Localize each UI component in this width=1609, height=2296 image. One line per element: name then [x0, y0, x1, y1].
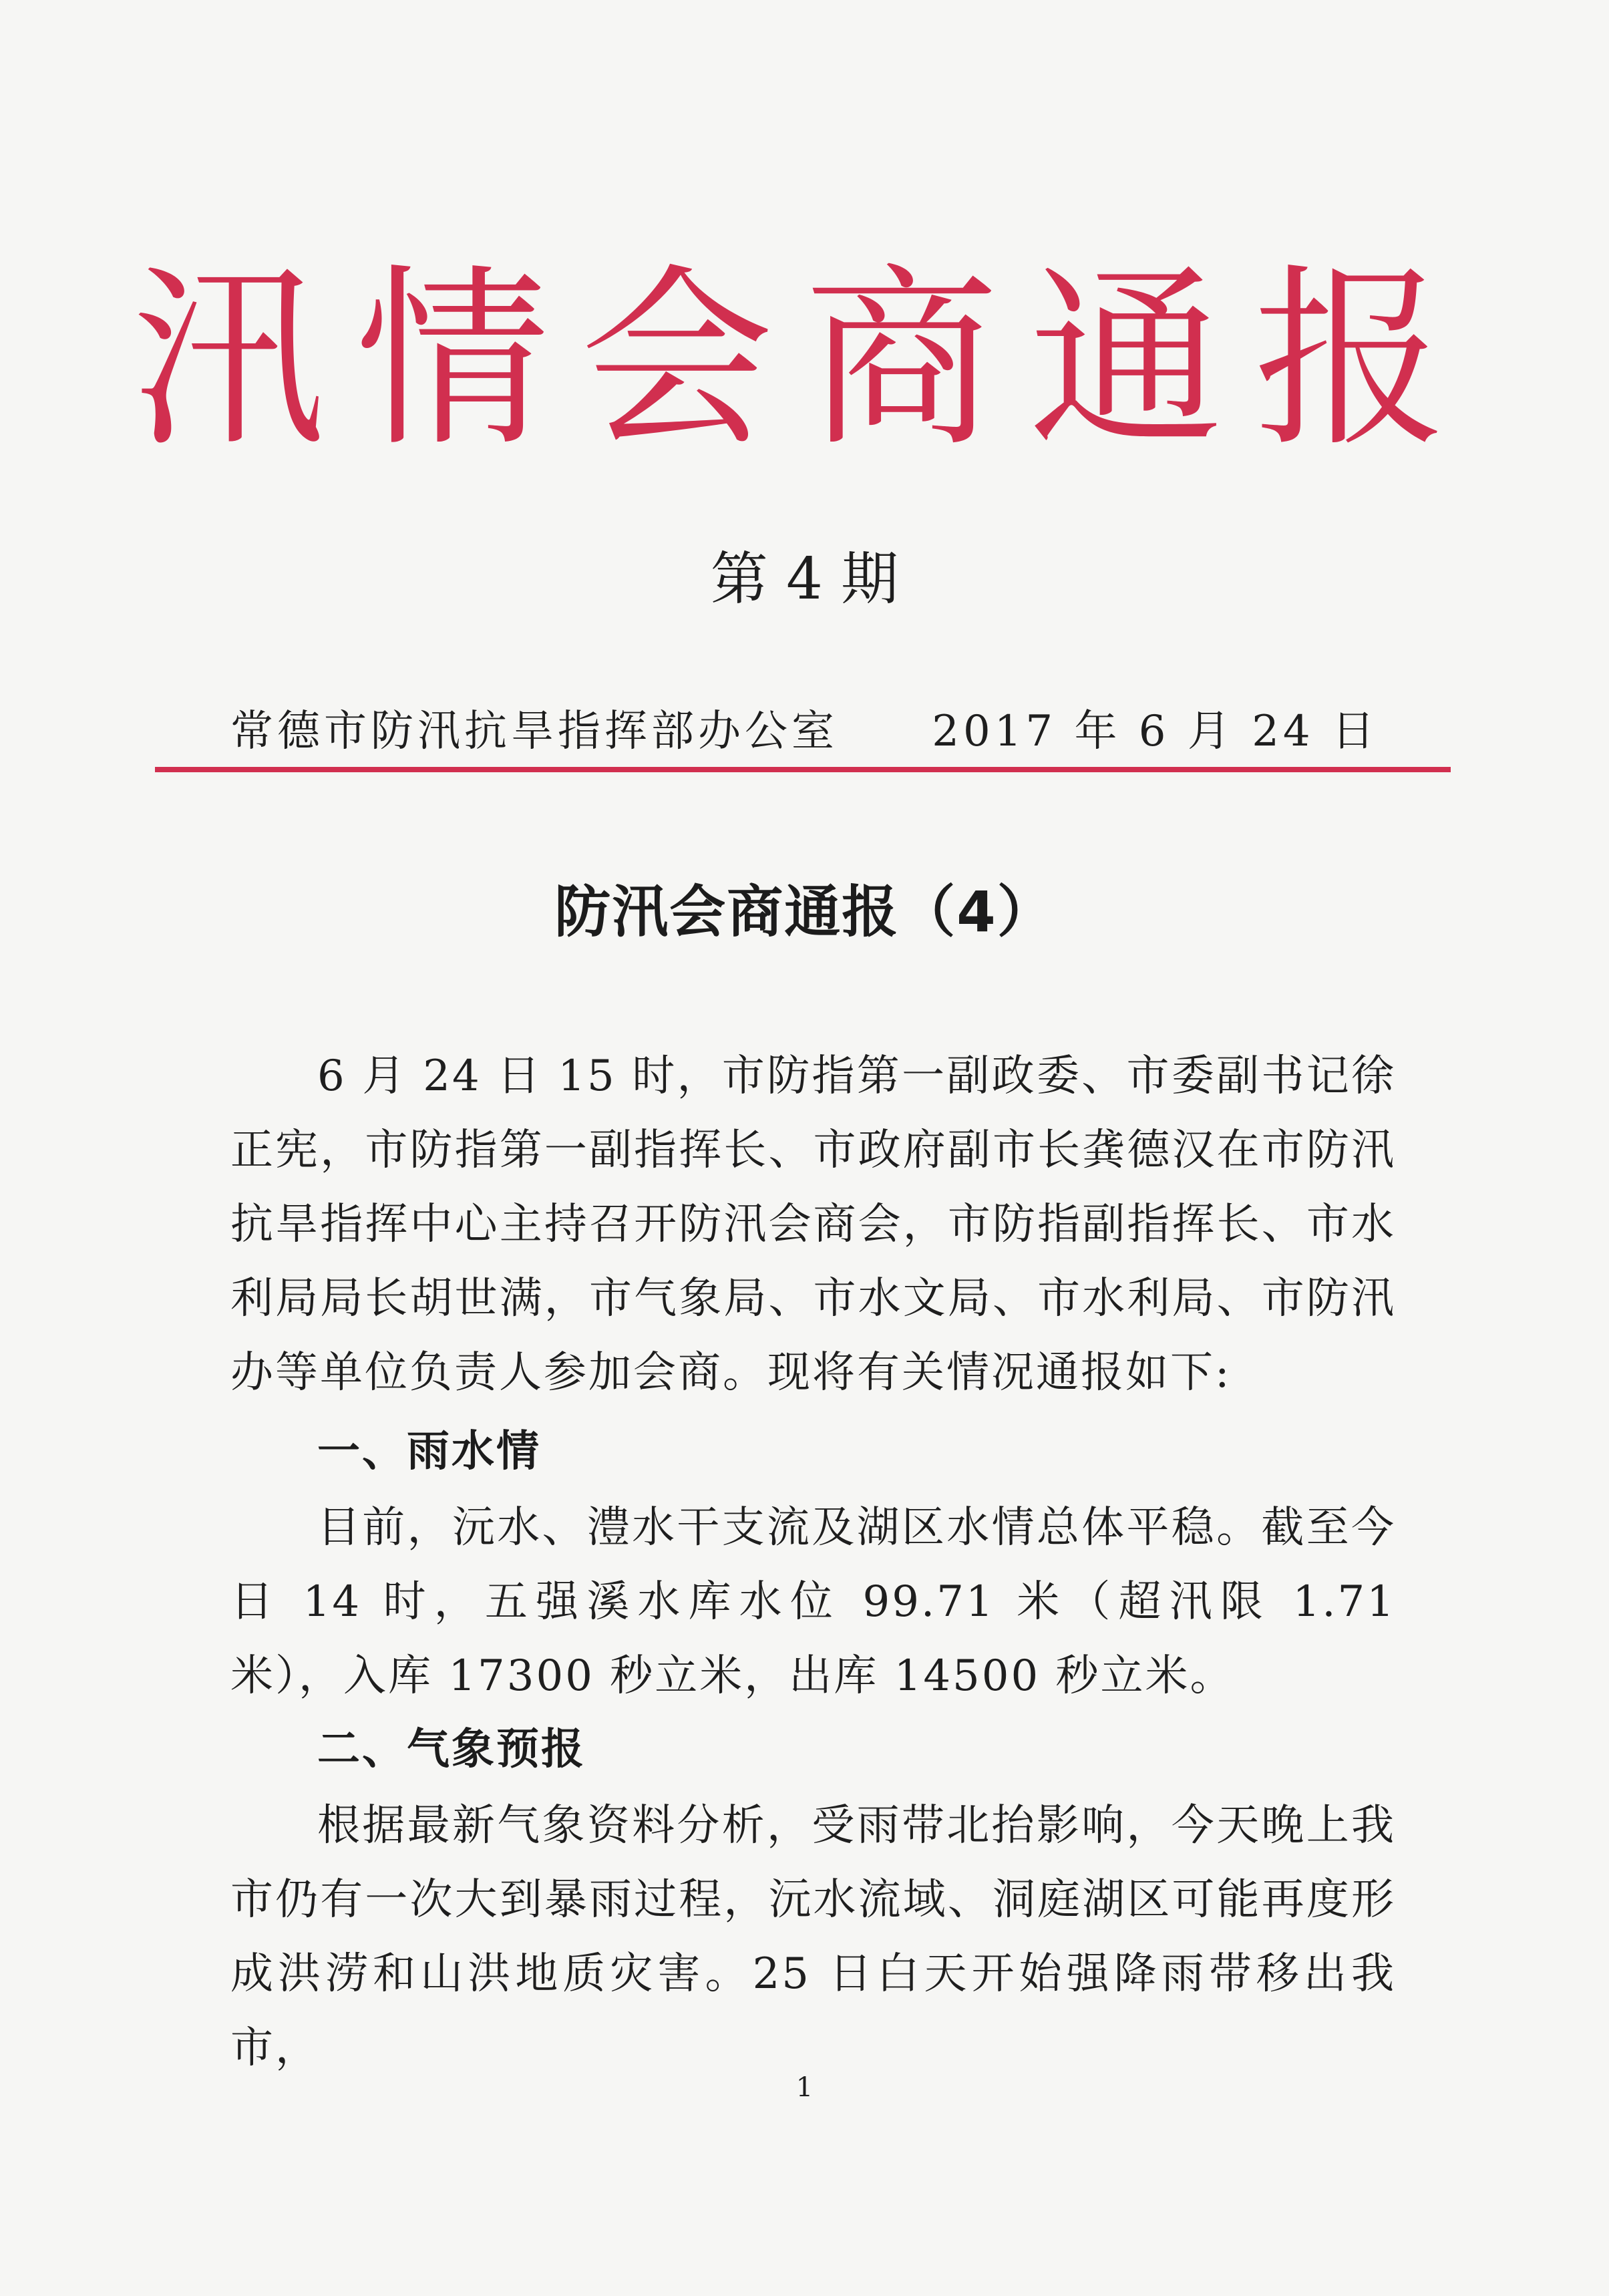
- intro-paragraph: 6 月 24 日 15 时，市防指第一副政委、市委副书记徐正宪，市防指第一副指挥长、市政府副市长龚德汉在市防汛抗旱指挥中心主持召开防汛会商会，市防指副指挥长、市水利局局长胡世满，市气象局、市水文局、市水利局、市防汛办等单位负责人参加会商。现将有关情况通报如下:: [230, 1051, 1396, 1398]
- issue-date: 2017 年 6 月 24 日: [932, 707, 1379, 756]
- document-title: 防汛会商通报（4）: [554, 879, 1055, 945]
- issuer-name: 常德市防汛抗旱指挥部办公室: [230, 707, 838, 756]
- masthead-title: 汛情会商通报: [131, 248, 1478, 473]
- masthead-divider: [155, 767, 1451, 772]
- section-paragraph-rain: 目前，沅水、澧水干支流及湖区水情总体平稳。截至今日 14 时，五强溪水库水位 99.71 米（超汛限 1.71 米），入库 17300 秒立米，出库 14500 秒立米。: [230, 1503, 1396, 1701]
- section-paragraph-forecast: 根据最新气象资料分析，受雨带北抬影响，今天晚上我市仍有一次大到暴雨过程，沅水流域、洞庭湖区可能再度形成洪涝和山洪地质灾害。25 日白天开始强降雨带移出我市，: [230, 1801, 1396, 2073]
- section-heading-forecast: 二、气象预报: [317, 1725, 586, 1774]
- section-heading-rain: 一、雨水情: [317, 1427, 541, 1476]
- issue-number: 第 4 期: [710, 546, 899, 613]
- page-number: 1: [795, 2072, 814, 2103]
